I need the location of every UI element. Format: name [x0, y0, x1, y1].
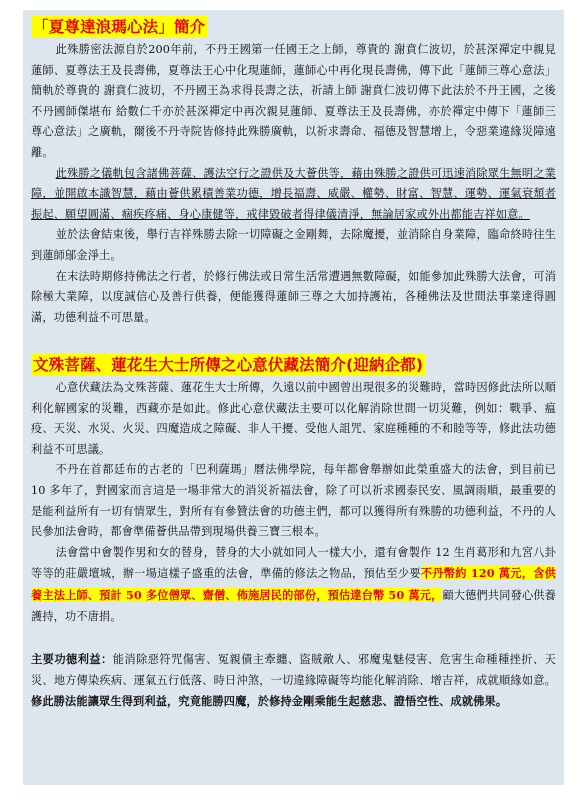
section-shakdrung-intro [31, 16, 556, 350]
document-page [23, 10, 564, 785]
cost-text-before: 法會當中會製作男和女的替身，替身的大小就如同人一樣大小，還有會製作 12 生肖葛形和九宮八卦等等的莊嚴壇城，辦一場這樣子盛重的法會，準備的修法之物品，預估至少要 [31, 545, 556, 581]
paragraph-bhutan-ceremony: 不丹在首都廷布的古老的「巴利薩瑪」曆法佛學院，每年都會舉辦如此榮重盛大的法會，到目前已 10 多年了，對國家而言這是一場非常大的消災祈福法會，除了可以祈求國泰民安、風調雨順，最重要的是能利益所有一切有情眾生，對所有有參贊法會的功德主們，都可以獲得所有殊勝的功德利益，不丹的人民參加法會時，都會準備薈供品帶到現場供養三寶三根本。 [31, 463, 556, 539]
paragraph-vajra-dance: 並於法會結束後，舉行吉祥殊勝去除一切障礙之金剛舞，去除魔擾，並消除自身業障，臨命終時往生到蓮師鄔金淨土。 [31, 228, 556, 262]
benefits-label: 主要功德利益： [31, 652, 113, 667]
benefits-closing: 修此勝法能讓眾生得到利益，究竟能勝四魔，於修持金剛乘能生起慈悲、證悟空性、成就佛果。 [31, 694, 508, 709]
paragraph-practitioners: 在末法時期修持佛法之行者，於修行佛法或日常生活常遭遇無數障礙，如能參加此殊勝大法會，可消除極大業障，以度誠信心及善行供養，便能獲得蓮師三尊之大加持護祐，各種佛法及世間法事業達得圓滿，功德利益不可思量。 [31, 269, 556, 324]
section-title-shakdrung: 「夏尊達浪瑪心法」簡介 [33, 18, 206, 36]
section-title-mind-treasure: 文殊菩薩、蓮花生大士所傳之心意伏藏法簡介(迎納企都) [33, 356, 424, 374]
cost-highlight: 不丹幣約 120 萬元，含供養主法上師、預計 50 多位僧眾、齋僧、佈施居民的部份，預估達台幣 50 萬元， [31, 566, 556, 602]
paragraph-benefits [31, 649, 556, 713]
paragraph-ceremony-cost [31, 543, 556, 627]
paragraph-origin: 此殊勝密法源自於200年前，不丹王國第一任國王之上師，尊貴的 謝賁仁波切，於甚深禪定中親見蓮師、夏尊法王及長壽佛，夏尊法王心中化現蓮師，蓮師心中再化現長壽佛，傳下此「蓮師三尊心意法」簡軌於尊貴的 謝賁仁波切，不丹國王為求得長壽之法，祈請上師 謝賁仁波切傳下此法於不丹王國，之後不丹國師傑堪布 給數仁千亦於甚深禪定中再次親見蓮師、夏尊法王及長壽佛，亦於禪定中傳下「蓮師三尊心意法」之廣軌，爾後不丹寺院皆修持此殊勝廣軌，以祈求壽命、福德及智慧增上，令惡業違緣災障遠離。 [31, 43, 556, 159]
paragraph-mind-treasure-origin: 心意伏藏法為文殊菩薩、蓮花生大士所傳，久遠以前中國曾出現很多的災難時，當時因修此法所以順利化解國家的災難，西藏亦是如此。修此心意伏藏法主要可以化解消除世間一切災難，例如：戰爭、瘟疫、天災、水災、火災、四魔造成之障礙、非人干擾、受他人詛咒、家庭種種的不和睦等等，修此法功德利益不可思議。 [31, 381, 556, 456]
benefits-text: 能消除惡符咒傷害、冤親債主牽纏、盜賊敵人、邪魔鬼魅侵害、危害生命種種挫折、天災、地方傳染疾病、運氣五行低落、時日沖煞，一切違緣障礙等均能化解消除、增吉祥，成就順緣如意。 [31, 653, 556, 687]
spacer [31, 627, 556, 649]
cost-text-after: 顧大德們共同發心供養護持，功不唐捐。 [31, 588, 556, 623]
paragraph-ritual-benefits: 此殊勝之儀軌包含諸佛菩薩、護法空行之證供及大薈供等，藉由殊勝之證供可迅速消除眾生無明之業障，並開啟本識智慧，藉由薈供累積善業功德，增長福壽、威嚴、權勢、財富、智慧、運勢、運氣衰頹者振起、願望圓滿、痼疾疼痛、身心康健等，戒律毀破者得律儀清淨，無論居家或外出都能吉祥如意。 [31, 166, 556, 221]
